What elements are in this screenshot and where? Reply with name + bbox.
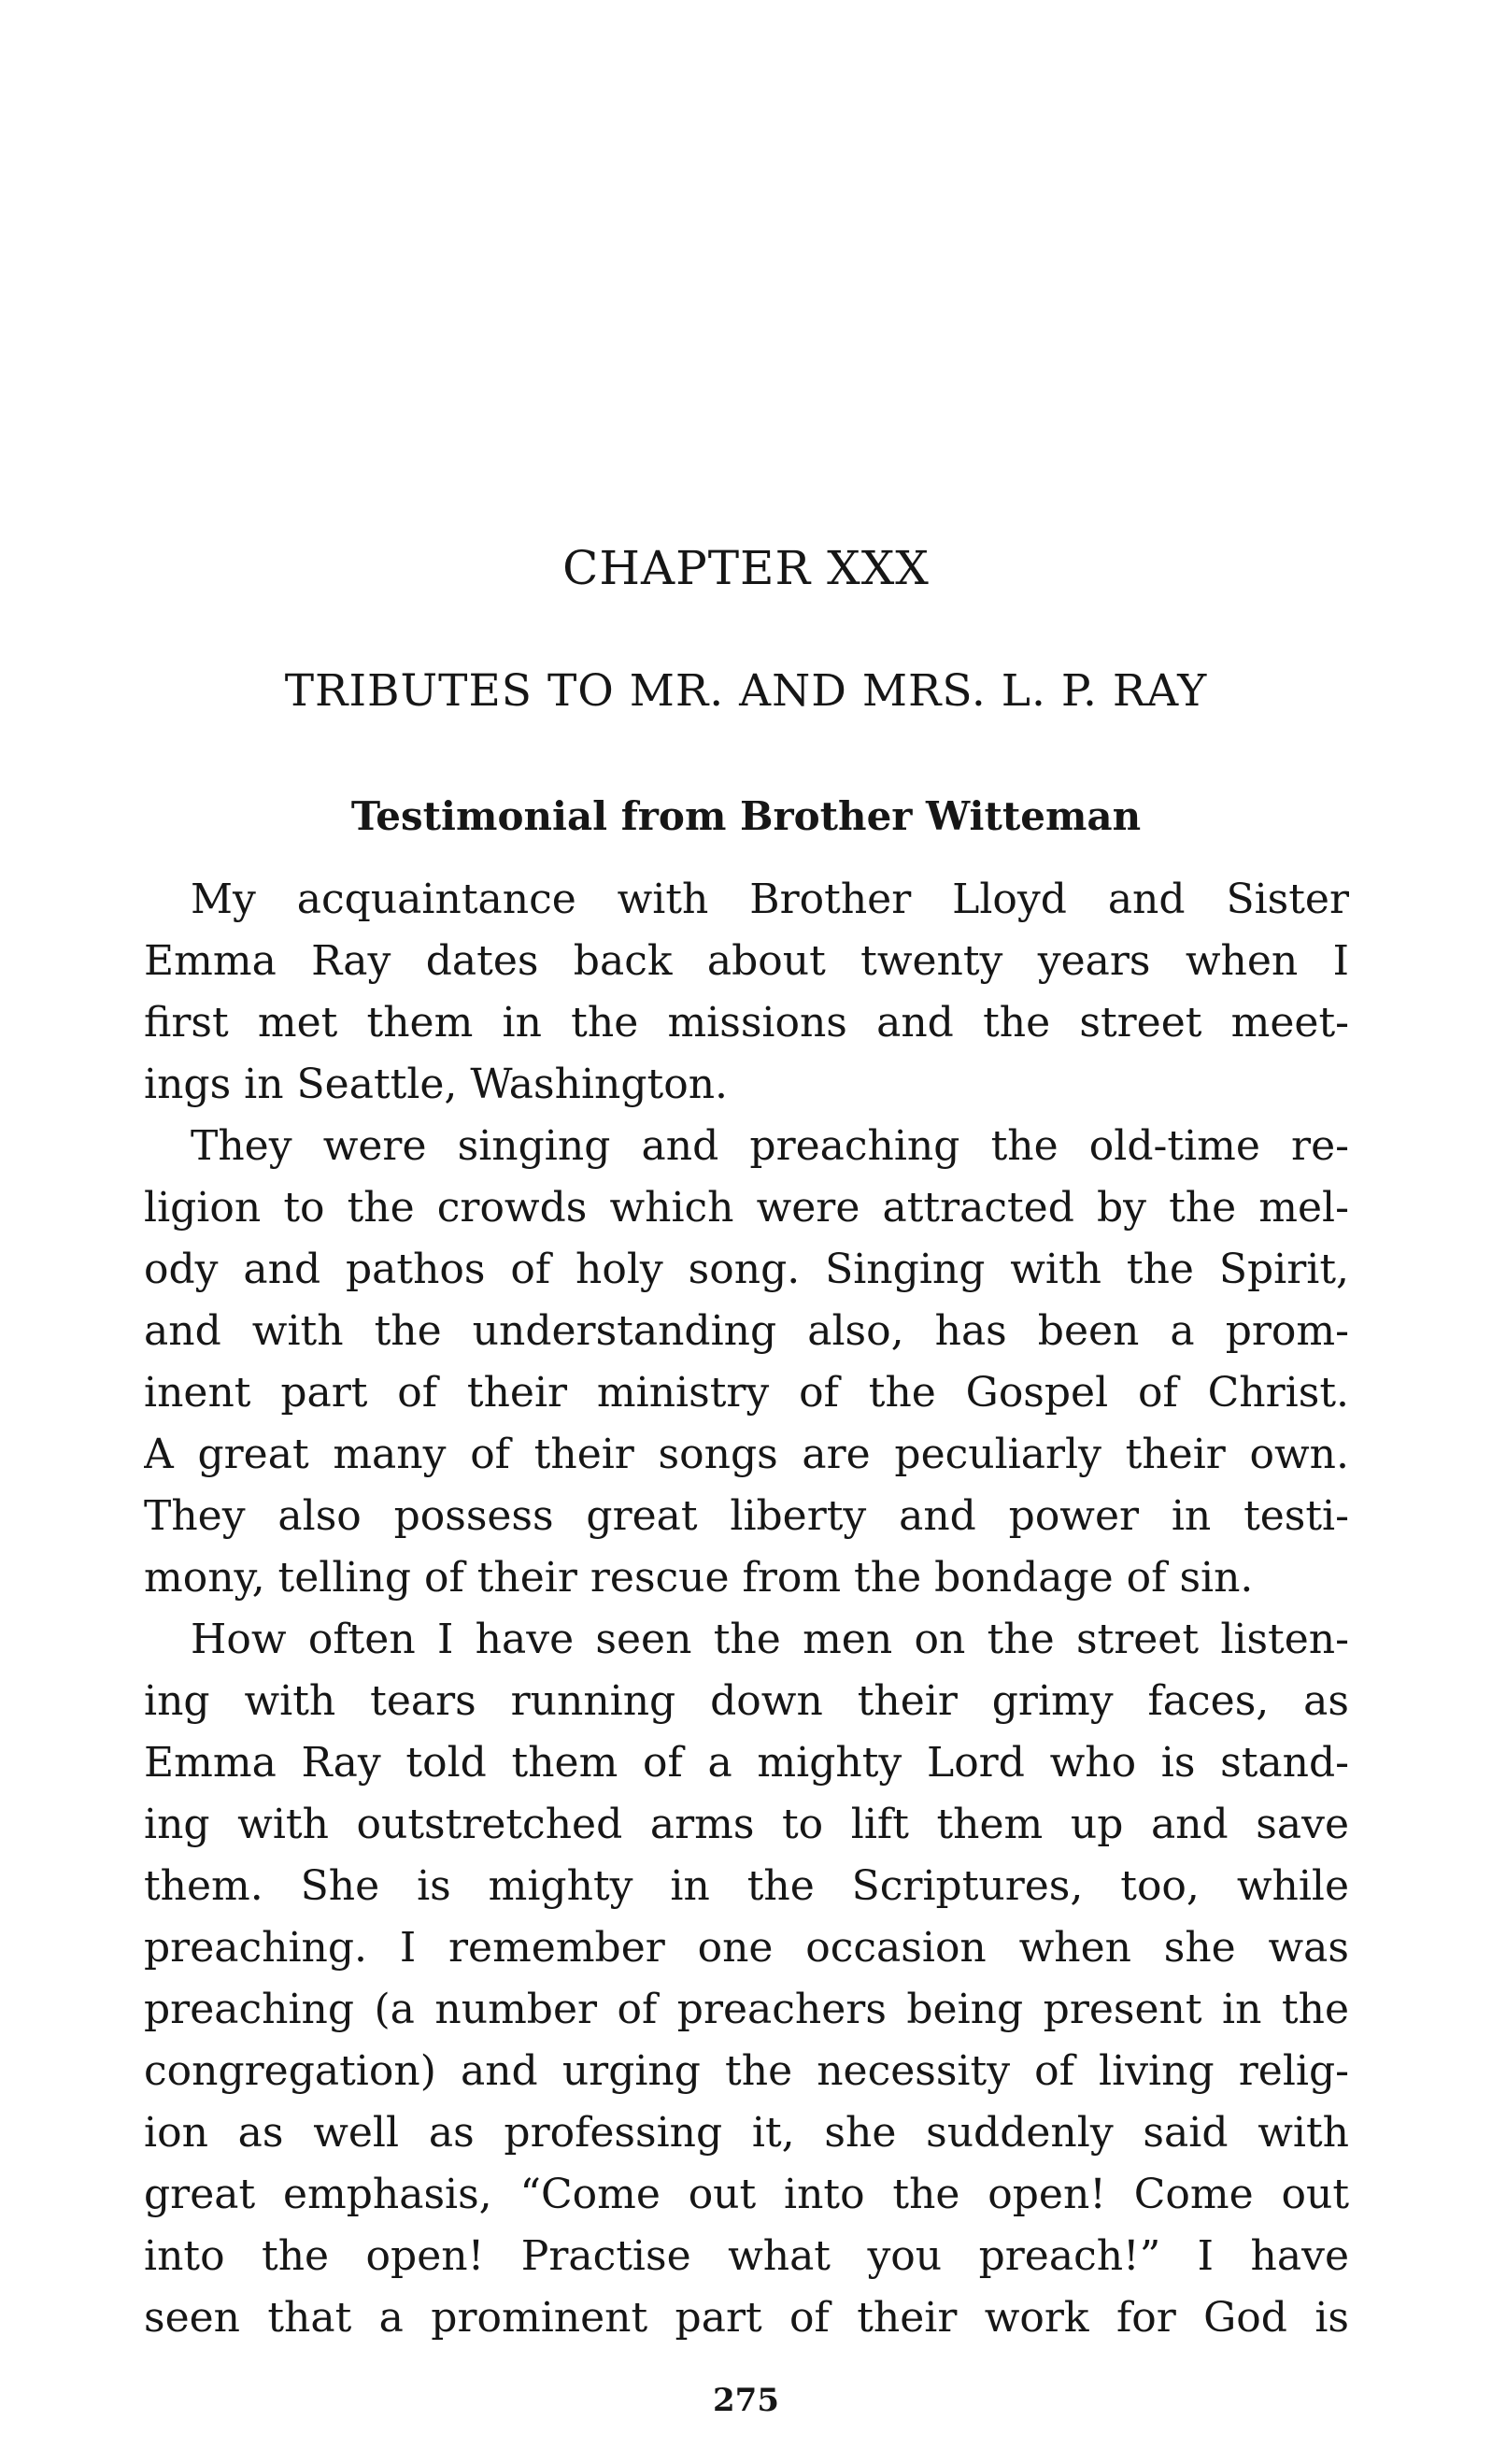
text-line: Emma Ray told them of a mighty Lord who is stand-: [144, 1739, 1349, 1787]
text-line: seen that a prominent part of their work for God is: [144, 2294, 1349, 2342]
text-line: preaching (a number of preachers being present in the: [144, 1986, 1349, 2033]
text-line: ion as well as professing it, she suddenly said with: [144, 2109, 1349, 2157]
text-line: Emma Ray dates back about twenty years when I: [144, 937, 1349, 985]
text-line: and with the understanding also, has been a prom-: [144, 1307, 1349, 1355]
text-line: preaching. I remember one occasion when she was: [144, 1924, 1349, 1972]
text-line: They also possess great liberty and power in testi-: [144, 1492, 1349, 1540]
page-number: 275: [713, 2382, 779, 2419]
text-line: How often I have seen the men on the street listen-: [191, 1616, 1349, 1663]
text-line: them. She is mighty in the Scriptures, too, while: [144, 1862, 1349, 1910]
body-text: [144, 869, 1349, 2349]
text-line: My acquaintance with Brother Lloyd and Sister: [191, 876, 1349, 923]
text-line: inent part of their ministry of the Gospel of Christ.: [144, 1369, 1349, 1417]
text-line: first met them in the missions and the street meet-: [144, 999, 1349, 1047]
text-line: A great many of their songs are peculiarly their own.: [144, 1431, 1349, 1478]
text-line: ody and pathos of holy song. Singing with the Spirit,: [144, 1246, 1349, 1293]
chapter-title: TRIBUTES TO MR. AND MRS. L. P. RAY: [284, 665, 1208, 717]
text-line: into the open! Practise what you preach!” I have: [144, 2232, 1349, 2280]
text-line: mony, telling of their rescue from the bondage of sin.: [144, 1554, 1254, 1602]
chapter-heading: CHAPTER XXX: [562, 541, 930, 595]
text-line: great emphasis, “Come out into the open! Come out: [144, 2171, 1349, 2218]
text-line: congregation) and urging the necessity of living relig-: [144, 2047, 1349, 2095]
text-line: ligion to the crowds which were attracted by the mel-: [144, 1184, 1349, 1232]
section-heading: Testimonial from Brother Witteman: [350, 793, 1142, 839]
text-line: ings in Seattle, Washington.: [144, 1061, 729, 1108]
text-line: ing with tears running down their grimy faces, as: [144, 1677, 1349, 1725]
text-line: They were singing and preaching the old-time re-: [191, 1122, 1349, 1170]
text-line: ing with outstretched arms to lift them up and save: [144, 1801, 1349, 1848]
